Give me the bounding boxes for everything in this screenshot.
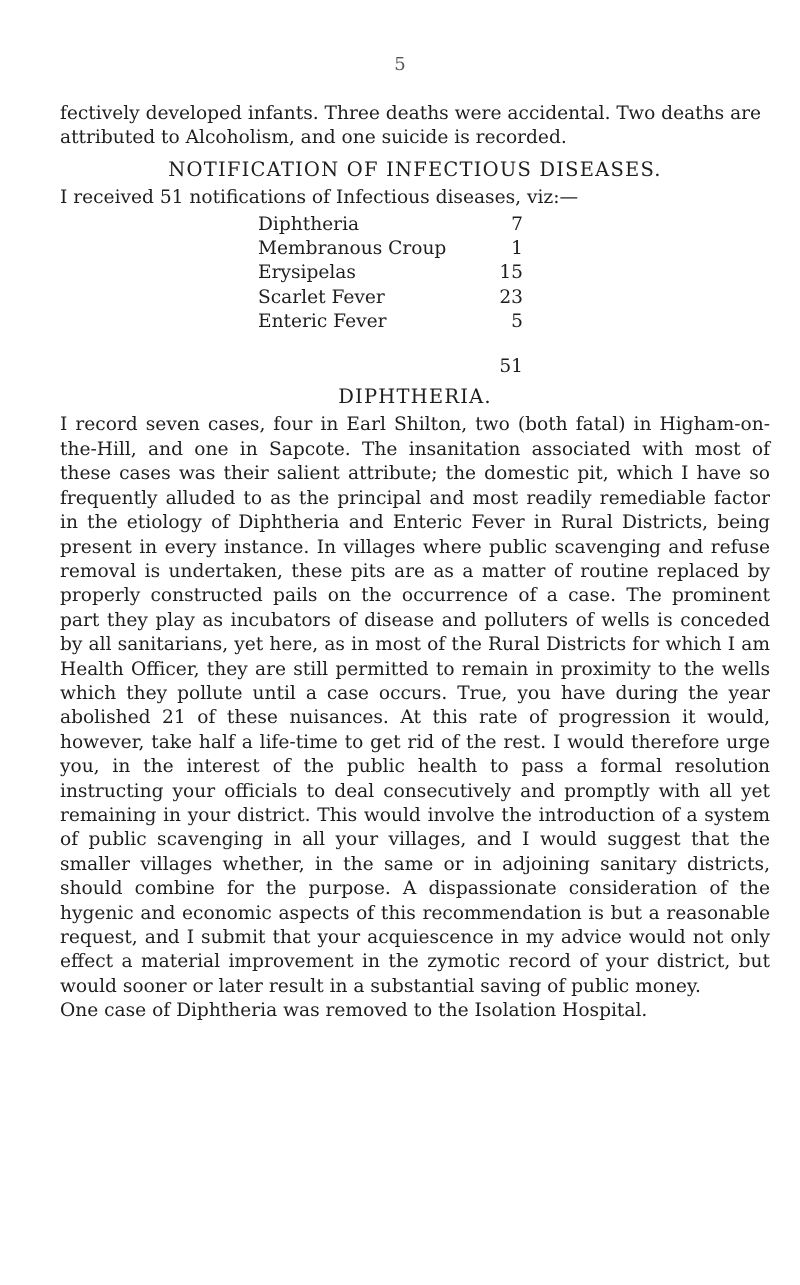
disease-count: 5 [511,311,523,333]
disease-table [258,213,523,335]
table-row [258,286,523,310]
document-body [60,102,770,1024]
table-row [258,310,523,334]
notification-lead: I received 51 notifications of Infectious diseases, viz:— [60,187,579,209]
isolation-paragraph: One case of Diphtheria was removed to the Isolation Hospital. [60,1000,648,1022]
disease-count: 1 [511,238,523,260]
disease-count: 15 [499,262,523,284]
disease-name: Scarlet Fever [258,286,385,308]
disease-count: 7 [511,213,523,235]
disease-name: Diphtheria [258,213,360,235]
disease-name: Enteric Fever [258,311,387,333]
diphtheria-heading: DIPHTHERIA. [338,385,492,409]
disease-name: Erysipelas [258,262,356,284]
page-number: 5 [394,54,406,75]
disease-name: Membranous Croup [258,238,447,260]
table-row [258,237,523,261]
notification-heading: NOTIFICATION OF INFECTIOUS DISEASES. [168,157,662,181]
disease-total: 51 [499,355,523,377]
table-row [258,261,523,285]
diphtheria-paragraph: I record seven cases, four in Earl Shilton, two (both fatal) in Higham-on-the-Hill, and one in Sapcote. The insanitation associated with most of these cases was their salient attribute; the domestic pit, which I have so frequently alluded to as the principal and most readily remediable factor in the etiology of Diphtheria and Enteric Fever in Rural Districts, being present in every instance. In villages where public scavenging and refuse removal is undertaken, these pits are as a matter of routine replaced by properly constructed pails on the occurrence of a case. The prominent part they play as incubators of disease and polluters of wells is conceded by all sanitarians, yet here, as in most of the Rural Districts for which I am Health Officer, they are still permitted to remain in proximity to the wells which they pollute until a case occurs. True, you have during the year abolished 21 of these nuisances. At this rate of progression it would, however, take half a life-time to get rid of the rest. I would therefore urge you, in the interest of the public health to pass a formal resolution instructing your officials to deal consecutively and promptly with all yet remaining in your district. This would involve the introduction of a system of public scavenging in all your villages, and I would suggest that the smaller villages whether, in the same or in adjoining sanitary districts, should combine for the purpose. A dispassionate consideration of the hygenic and economic aspects of this recommendation is but a reasonable request, and I submit that your acquiescence in my advice would not only effect a material improvement in the zymotic record of your district, but would sooner or later result in a substantial saving of public money. [60,414,770,997]
intro-paragraph: fectively developed infants. Three deaths were accidental. Two deaths are attributed to Alcoholism, and one suicide is recorded. [60,103,762,149]
table-row [258,213,523,237]
disease-count: 23 [499,286,523,308]
